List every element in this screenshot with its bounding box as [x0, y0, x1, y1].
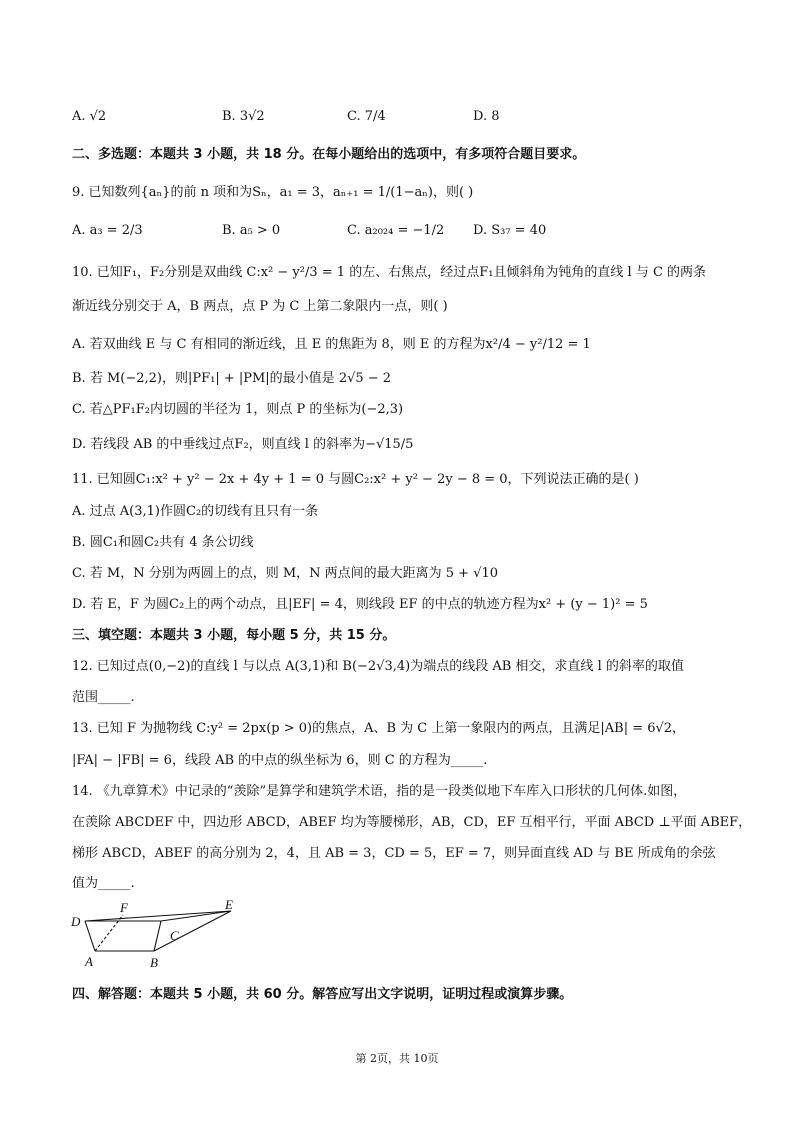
q8-option-b: B. 3√2	[222, 109, 265, 124]
q11-option-a: A. 过点 A(3,1)作圆C₂的切线有且只有一条	[72, 504, 319, 519]
q11-option-d: D. 若 E，F 为圆C₂上的两个动点，且|EF| = 4，则线段 EF 的中点的轨迹方程为x² + (y − 1)² = 5	[72, 597, 648, 612]
q8-option-d: D. 8	[473, 109, 500, 124]
q12-line1: 12. 已知过点(0,−2)的直线 l 与以点 A(3,1)和 B(−2√3,4)为端点的线段 AB 相交，求直线 l 的斜率的取值	[72, 659, 684, 674]
q14-line2: 在羡除 ABCDEF 中，四边形 ABCD，ABEF 均为等腰梯形，AB，CD，EF 互相平行，平面 ABCD ⊥平面 ABEF，	[72, 815, 752, 830]
q10-option-b: B. 若 M(−2,2)，则|PF₁| + |PM|的最小值是 2√5 − 2	[72, 371, 392, 386]
page-footer: 第 2页，共 10页	[355, 1052, 439, 1065]
q11-option-c: C. 若 M，N 分别为两圆上的点，则 M，N 两点间的最大距离为 5 + √10	[72, 566, 499, 581]
label-d: D	[71, 914, 81, 929]
edge-da	[85, 921, 95, 951]
label-f: F	[120, 900, 128, 915]
q11-option-b: B. 圆C₁和圆C₂共有 4 条公切线	[72, 535, 254, 550]
q14-line4: 值为_____.	[72, 876, 135, 891]
label-a: A	[85, 954, 93, 969]
q9-option-c: C. a₂₀₂₄ = −1/2	[347, 223, 445, 238]
q12-line2: 范围_____.	[72, 690, 135, 705]
q10-stem-line1: 10. 已知F₁，F₂分别是双曲线 C:x² − y²/3 = 1 的左、右焦点，经过点F₁且倾斜角为钝角的直线 l 与 C 的两条	[72, 265, 707, 280]
q8-option-c: C. 7/4	[347, 109, 386, 124]
edge-de	[85, 911, 231, 921]
q14-line3: 梯形 ABCD，ABEF 的高分别为 2，4，且 AB = 3，CD = 5，EF = 7，则异面直线 AD 与 BE 所成角的余弦	[72, 846, 716, 861]
q13-line1: 13. 已知 F 为抛物线 C:y² = 2px(p > 0)的焦点，A、B 为 C 上第一象限内的两点，且满足|AB| = 6√2，	[72, 721, 686, 736]
section-heading-multiple-choice: 二、多选题：本题共 3 小题，共 18 分。在每小题给出的选项中，有多项符合题目要求。	[72, 147, 586, 162]
q10-option-a: A. 若双曲线 E 与 C 有相同的渐近线，且 E 的焦距为 8，则 E 的方程为x²/4 − y²/12 = 1	[72, 337, 591, 352]
label-c: C	[170, 928, 179, 943]
q9-option-d: D. S₃₇ = 40	[473, 223, 547, 238]
q9-stem: 9. 已知数列{aₙ}的前 n 项和为Sₙ，a₁ = 3，aₙ₊₁ = 1/(1−aₙ)，则( )	[72, 185, 474, 200]
label-e: E	[225, 900, 233, 912]
q11-stem: 11. 已知圆C₁:x² + y² − 2x + 4y + 1 = 0 与圆C₂:x² + y² − 2y − 8 = 0，下列说法正确的是( )	[72, 472, 639, 487]
q10-stem-line2: 渐近线分别交于 A，B 两点，点 P 为 C 上第二象限内一点，则( )	[72, 299, 448, 314]
section-heading-solutions: 四、解答题：本题共 5 小题，共 60 分。解答应写出文字说明，证明过程或演算步骤。	[72, 987, 573, 1002]
q9-option-a: A. a₃ = 2/3	[72, 223, 143, 238]
q13-line2: |FA| − |FB| = 6，线段 AB 的中点的纵坐标为 6，则 C 的方程为_____.	[72, 753, 488, 768]
edge-cb	[154, 921, 161, 951]
q9-option-b: B. a₅ > 0	[222, 223, 281, 238]
q8-option-a: A. √2	[72, 109, 107, 124]
geometry-figure	[66, 900, 256, 972]
q14-line1: 14. 《九章算术》中记录的“羡除”是算学和建筑学术语，指的是一段类似地下车库入口形状的几何体.如图，	[72, 784, 687, 799]
section-heading-fill-in: 三、填空题：本题共 3 小题，每小题 5 分，共 15 分。	[72, 628, 396, 643]
label-b: B	[150, 955, 158, 970]
q10-option-d: D. 若线段 AB 的中垂线过点F₂，则直线 l 的斜率为−√15/5	[72, 437, 414, 452]
q10-option-c: C. 若△PF₁F₂内切圆的半径为 1，则点 P 的坐标为(−2,3)	[72, 402, 404, 417]
